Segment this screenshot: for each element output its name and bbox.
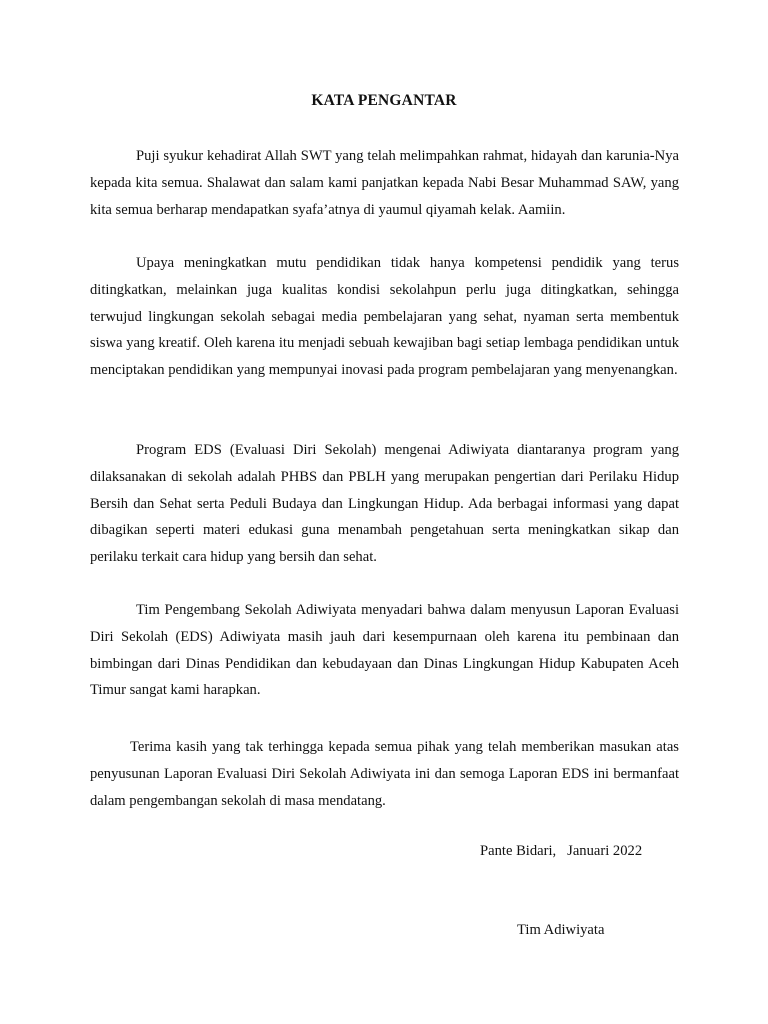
paragraph-eds-program: Program EDS (Evaluasi Diri Sekolah) mengenai Adiwiyata diantaranya program yang dilaksanakan di sekolah adalah PHBS dan PBLH yang merupakan pengertian dari Perilaku Hidup Bersih dan Sehat serta Peduli Budaya dan Lingkungan Hidup. Ada berbagai informasi yang dapat dibagikan seperti materi edukasi guna menambah pengetahuan serta meningkatkan sikap dan perilaku terkait cara hidup yang bersih dan sehat.	[90, 442, 679, 566]
paragraph-team: Tim Pengembang Sekolah Adiwiyata menyadari bahwa dalam menyusun Laporan Evaluasi Diri Sekolah (EDS) Adiwiyata masih jauh dari kesempurnaan oleh karena itu pembinaan dan bimbingan dari Dinas Pendidikan dan kebudayaan dan Dinas Lingkungan Hidup Kabupaten Aceh Timur sangat kami harapkan.	[90, 602, 679, 699]
paragraph-quality: Upaya meningkatkan mutu pendidikan tidak hanya kompetensi pendidik yang terus ditingkatkan, melainkan juga kualitas kondisi sekolahpun perlu juga ditingkatkan, sehingga terwujud lingkungan sekolah sebagai media pembelajaran yang sehat, nyaman serta membentuk siswa yang kreatif. Oleh karena itu menjadi sebuah kewajiban bagi setiap lembaga pendidikan untuk menciptakan pendidikan yang mempunyai inovasi pada program pembelajaran yang menyenangkan.	[90, 255, 679, 379]
place-date: Pante Bidari, Januari 2022	[480, 843, 643, 859]
paragraph-thanks: Terima kasih yang tak terhingga kepada semua pihak yang telah memberikan masukan atas penyusunan Laporan Evaluasi Diri Sekolah Adiwiyata ini dan semoga Laporan EDS ini bermanfaat dalam pengembangan sekolah di masa mendatang.	[90, 739, 679, 809]
signature: Tim Adiwiyata	[517, 922, 605, 938]
paragraph-opening: Puji syukur kehadirat Allah SWT yang telah melimpahkan rahmat, hidayah dan karunia-Nya kepada kita semua. Shalawat dan salam kami panjatkan kepada Nabi Besar Muhammad SAW, yang kita semua berharap mendapatkan syafa’atnya di yaumul qiyamah kelak. Aamiin.	[90, 148, 679, 218]
page-title: KATA PENGANTAR	[311, 92, 457, 109]
